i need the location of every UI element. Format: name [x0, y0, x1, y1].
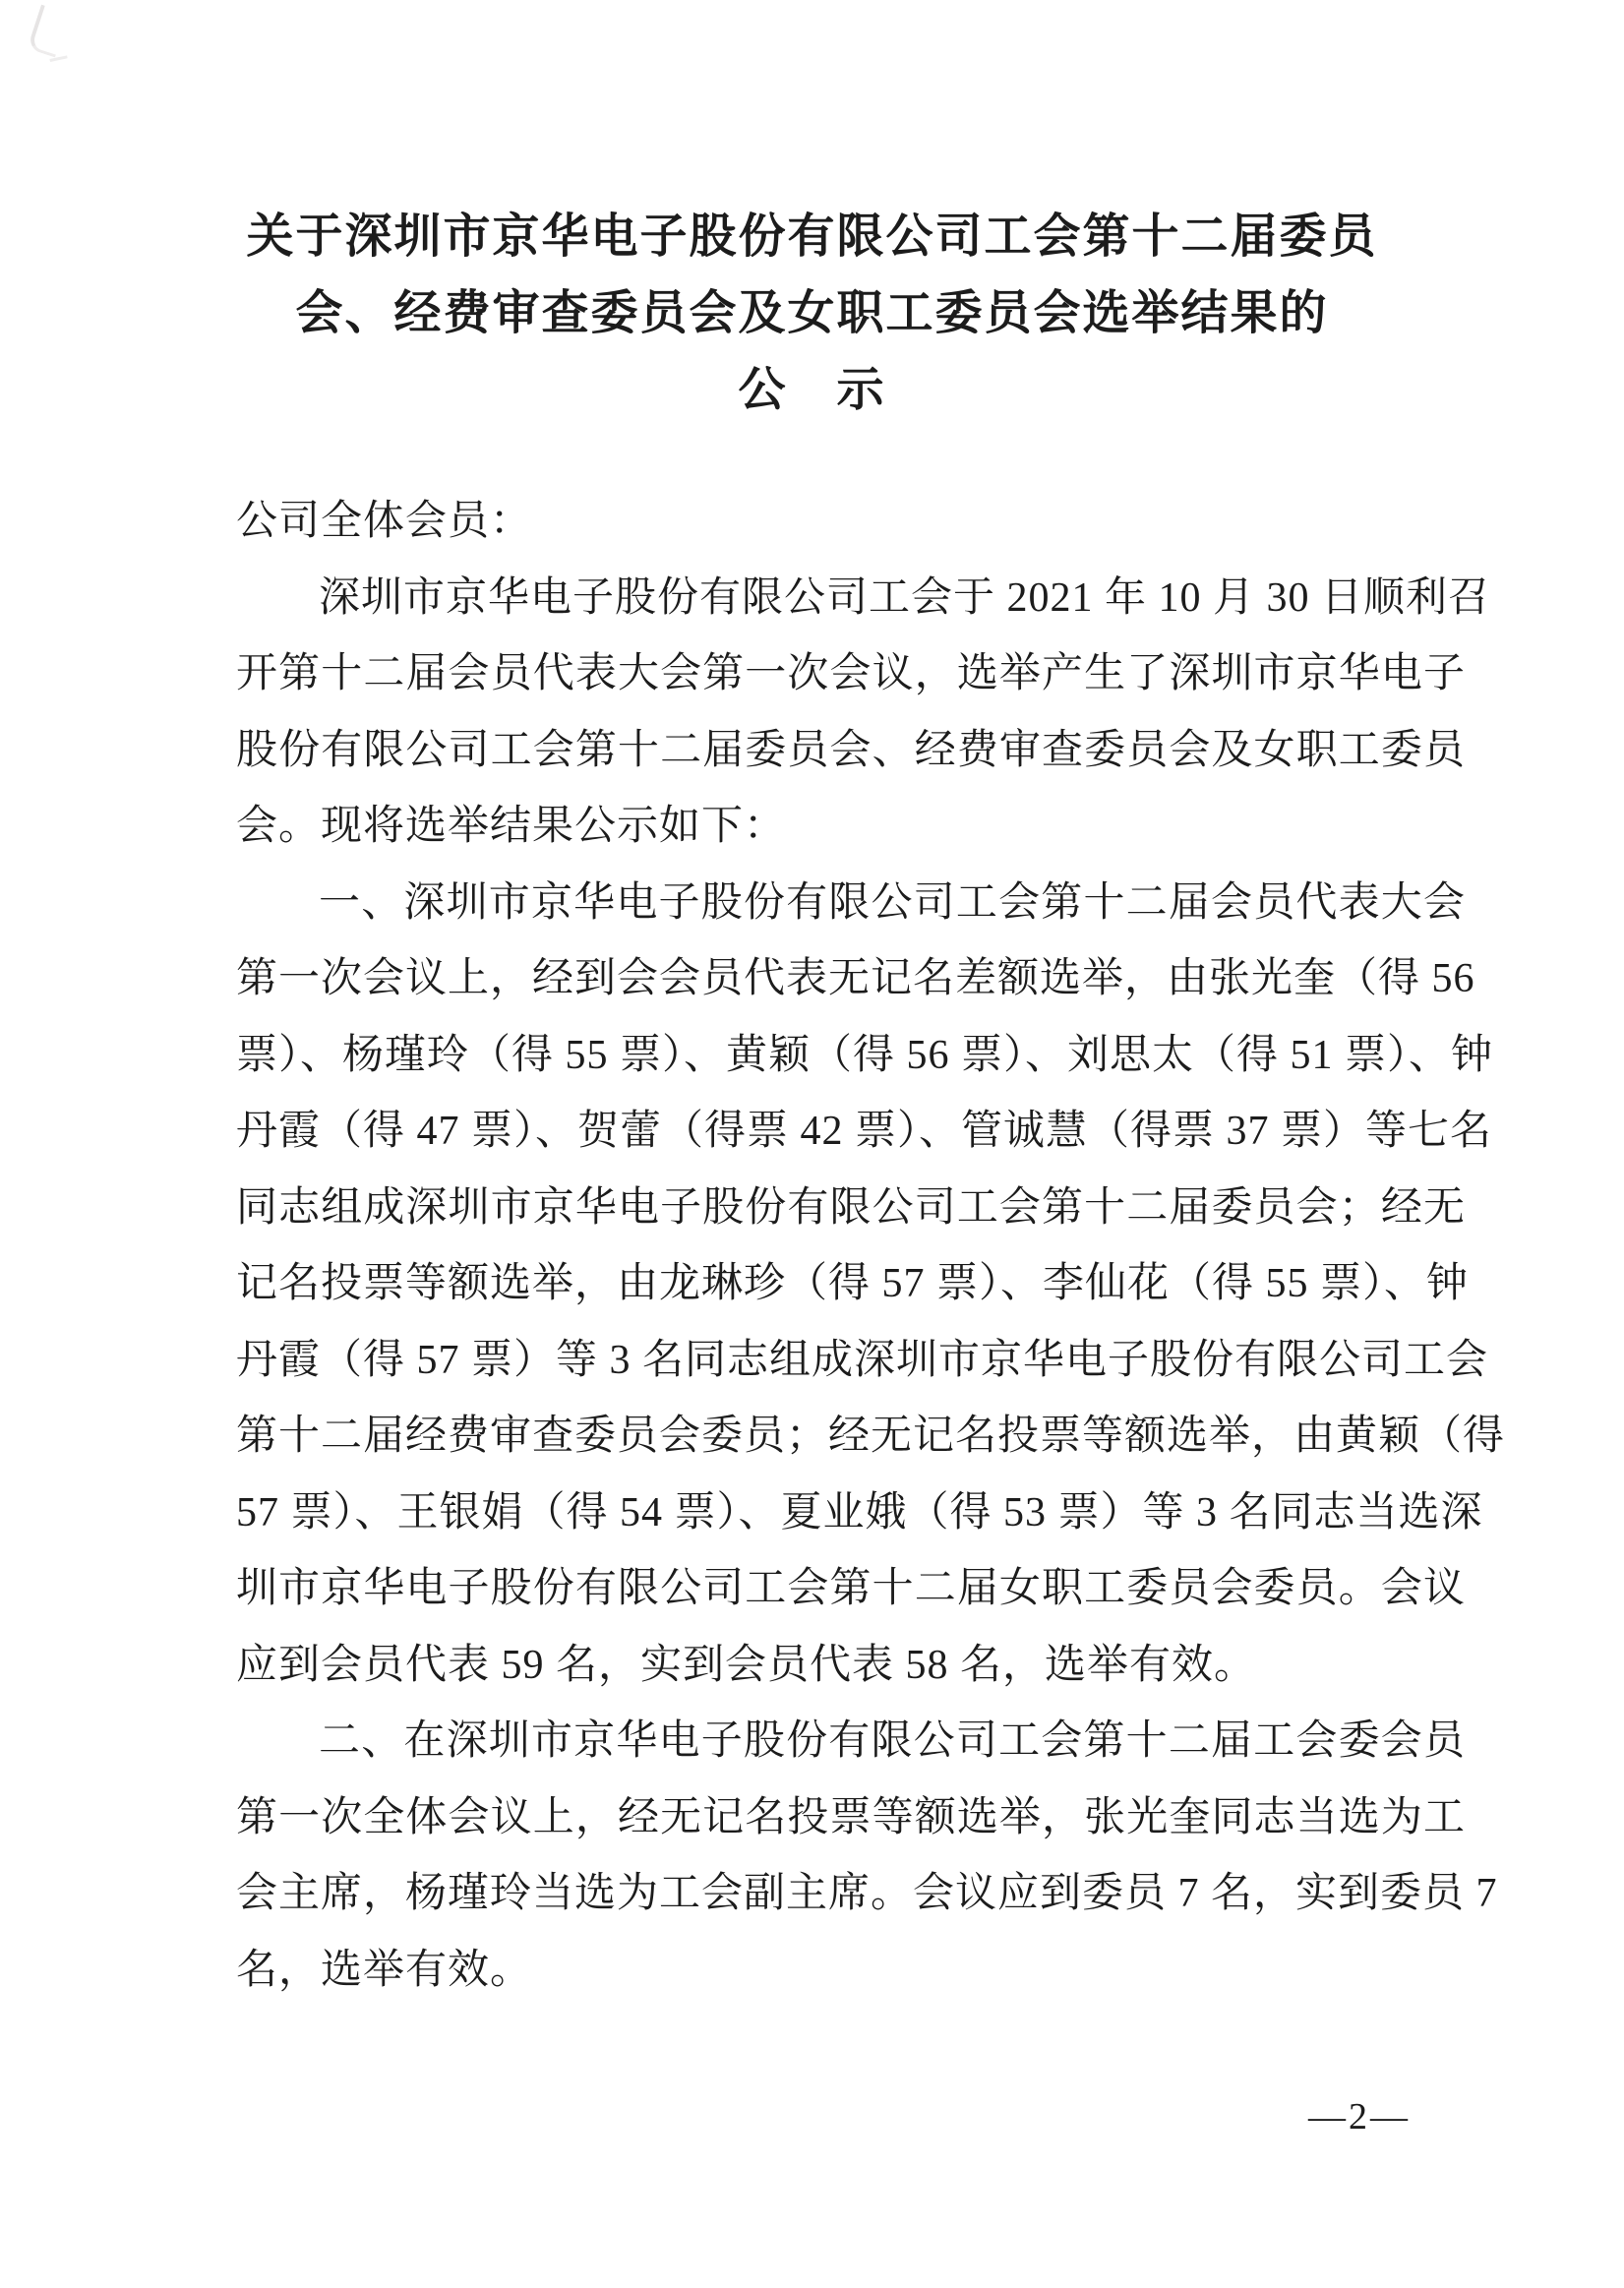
body-line: 第一次全体会议上，经无记名投票等额选举，张光奎同志当选为工 — [236, 1794, 1466, 1840]
title-line-1: 关于深圳市京华电子股份有限公司工会第十二届委员 — [246, 211, 1378, 263]
body-line: 二、在深圳市京华电子股份有限公司工会第十二届工会委会员 — [319, 1718, 1466, 1764]
document-title — [148, 199, 1476, 429]
body-line: 会。现将选举结果公示如下： — [236, 804, 787, 849]
body-line: 记名投票等额选举，由龙琳珍（得 57 票）、李仙花（得 55 票）、钟 — [236, 1261, 1470, 1306]
body-line: 应到会员代表 59 名，实到会员代表 58 名，选举有效。 — [236, 1642, 1257, 1688]
body-line: 票）、杨瑾玲（得 55 票）、黄颖（得 56 票）、刘思太（得 51 票）、钟 — [236, 1032, 1494, 1078]
body-line: 丹霞（得 47 票）、贺蕾（得票 42 票）、管诚慧（得票 37 票）等七名 — [236, 1109, 1493, 1154]
body-line: 会主席，杨瑾玲当选为工会副主席。会议应到委员 7 名，实到委员 7 — [236, 1871, 1498, 1916]
body-line: 同志组成深圳市京华电子股份有限公司工会第十二届委员会；经无 — [236, 1184, 1466, 1231]
scan-artifact-icon — [49, 55, 70, 75]
body-line: 名，选举有效。 — [236, 1947, 533, 1993]
body-line: 深圳市京华电子股份有限公司工会于 2021 年 10 月 30 日顺利召 — [319, 574, 1491, 621]
body-line: 第十二届经费审查委员会委员；经无记名投票等额选举，由黄颖（得 — [236, 1414, 1506, 1459]
body-line: 57 票）、王银娟（得 54 票）、夏业娥（得 53 票）等 3 名同志当选深 — [236, 1489, 1483, 1535]
body-line: 第一次会议上，经到会会员代表无记名差额选举，由张光奎（得 56 — [236, 956, 1475, 1001]
body-line: 股份有限公司工会第十二届委员会、经费审查委员会及女职工委员 — [236, 727, 1466, 773]
body-line: 一、深圳市京华电子股份有限公司工会第十二届会员代表大会 — [319, 879, 1466, 926]
scan-artifact-icon — [27, 5, 69, 58]
document-body — [236, 484, 1506, 2009]
page-number: —2— — [1308, 2096, 1411, 2137]
body-line: 圳市京华电子股份有限公司工会第十二届女职工委员会委员。会议 — [236, 1566, 1466, 1611]
salutation: 公司全体会员： — [236, 499, 533, 544]
body-line: 开第十二届会员代表大会第一次会议，选举产生了深圳市京华电子 — [236, 651, 1466, 696]
title-line-3: 公 示 — [738, 364, 886, 416]
title-line-2: 会、经费审查委员会及女职工委员会选举结果的 — [295, 287, 1329, 339]
body-line: 丹霞（得 57 票）等 3 名同志组成深圳市京华电子股份有限公司工会 — [236, 1337, 1489, 1383]
